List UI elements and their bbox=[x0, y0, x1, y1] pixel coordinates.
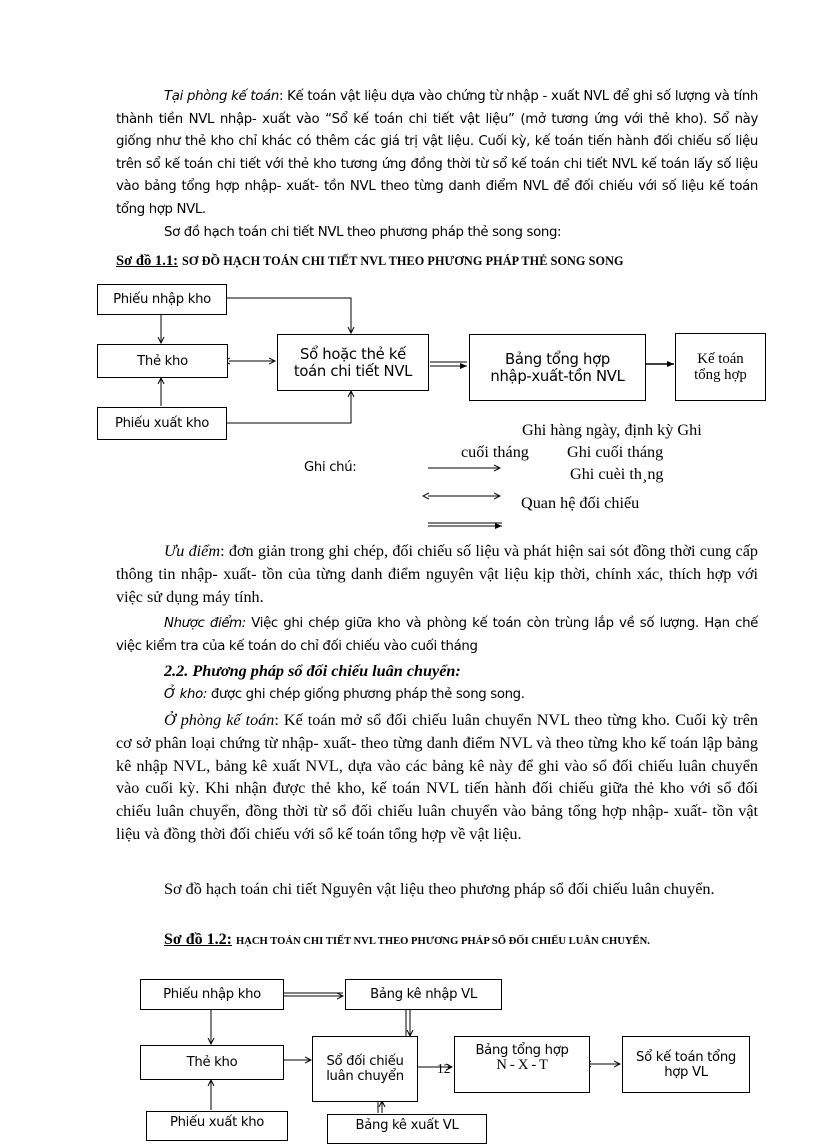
diagram2-intro-text: Sơ đồ hạch toán chi tiết Nguyên vật liệu theo phương pháp sổ đối chiếu luân chuyển. bbox=[164, 880, 715, 898]
paragraph-text: Việc ghi chép giữa kho và phòng kế toán còn trùng lắp về số lượng. Hạn chế việc kiểm tra của kế toán do chỉ đối chiếu vào cuối tháng bbox=[116, 616, 759, 654]
paragraph-text: được ghi chép giống phương pháp thẻ song song. bbox=[207, 687, 525, 702]
box2-phieu-xuat-kho: Phiếu xuất kho bbox=[146, 1111, 288, 1141]
legend-text-hang-ngay: Ghi hàng ngày, định kỳ Ghi bbox=[522, 421, 702, 439]
box2-bang-ke-nhap: Bảng kê nhập VL bbox=[345, 979, 502, 1010]
box-bang-tong-hop: Bảng tổng hợp nhập-xuất-tồn NVL bbox=[469, 334, 646, 401]
paragraph-lead: Ưu điểm bbox=[164, 542, 221, 560]
diagram-intro-text: Sơ đồ hạch toán chi tiết NVL theo phương pháp thẻ song song: bbox=[164, 225, 562, 240]
paragraph-lead: Tại phòng kế toán bbox=[164, 89, 279, 104]
page-number: 12 bbox=[437, 1061, 451, 1076]
section-heading-2-2: 2.2. Phương pháp sổ đối chiếu luân chuyển: bbox=[164, 662, 461, 680]
diagram1-caption-label: Sơ đồ 1.1: bbox=[116, 253, 179, 269]
paragraph-text: : Kế toán mở sổ đối chiếu luân chuyển NVL theo từng kho. Cuối kỳ trên cơ sở phân loại chứng từ nhập- xuất- theo từng danh điểm NVL và theo từng kho kế toán lập bảng kê nhập NVL, bảng kê xuất NVL, dựa vào các bảng kê này để ghi vào sổ đối chiếu luân chuyển vào cuối kỳ. Khi nhận được thẻ kho, kế toán NVL tiến hành đối chiếu giữa thẻ kho với sổ đối chiếu luân chuyển, đồng thời từ sổ đối chiếu luân chuyển vào bảng tổng hợp nhập- xuất- tồn vật liệu và đồng thời đối chiếu với sổ kế toán tổng hợp về vật liệu. bbox=[116, 711, 758, 843]
paragraph-lead: Ở phòng kế toán bbox=[164, 711, 275, 729]
paragraph-lead: Ở kho: bbox=[164, 687, 208, 702]
legend-text-cuoi-thang-c: Ghi cuèi th¸ng bbox=[570, 465, 664, 483]
box2-bang-tong-hop-sub: N - X - T bbox=[496, 1057, 548, 1073]
box-the-kho: Thẻ kho bbox=[97, 344, 228, 378]
box2-the-kho: Thẻ kho bbox=[140, 1045, 284, 1080]
box2-so-ke-toan-tong-hop: Sổ kế toán tổng hợp VL bbox=[622, 1036, 750, 1093]
paragraph-lead: Nhược điểm: bbox=[164, 616, 246, 631]
diagram2-caption-label: Sơ đồ 1.2: bbox=[164, 931, 232, 948]
diagram2-caption-title: HẠCH TOÁN CHI TIẾT NVL THEO PHƯƠNG PHÁP SỔ ĐỐI CHIẾU LUÂN CHUYỂN. bbox=[235, 936, 650, 947]
paragraph-text: : Kế toán vật liệu dựa vào chứng từ nhập - xuất NVL để ghi số lượng và tính thành tiền NVL nhập- xuất vào “Sổ kế toán chi tiết vật liệu” (mở tương ứng với thẻ kho). Sổ này giống như thẻ kho chỉ khác có thêm các giá trị vật liệu. Cuối kỳ, kế toán tiến hành đối chiếu số liệu trên sổ kế toán chi tiết với thẻ kho tương ứng đồng thời từ sổ kế toán chi tiết NVL kế toán lấy số liệu vào bảng tổng hợp nhập- xuất- tồn NVL theo từng danh điểm NVL để đối chiếu với số liệu kế toán tổng hợp NVL. bbox=[116, 89, 758, 217]
legend-title: Ghi chú: bbox=[304, 460, 357, 475]
legend-text-cuoi-thang-a: cuối tháng bbox=[461, 443, 529, 461]
box2-bang-tong-hop bbox=[454, 1036, 590, 1093]
box2-so-doi-chieu: Sổ đối chiếu luân chuyển bbox=[312, 1036, 418, 1102]
legend-text-doi-chieu: Quan hệ đối chiếu bbox=[521, 494, 640, 512]
box-so-chi-tiet-nvl: Sổ hoặc thẻ kế toán chi tiết NVL bbox=[277, 334, 429, 391]
legend-text-cuoi-thang-b: Ghi cuối tháng bbox=[567, 443, 664, 461]
box2-phieu-nhap-kho: Phiếu nhập kho bbox=[140, 979, 284, 1010]
box2-bang-ke-xuat: Bảng kê xuất VL bbox=[327, 1114, 487, 1144]
box2-bang-tong-hop-title: Bảng tổng hợp bbox=[475, 1043, 569, 1058]
box-phieu-xuat-kho: Phiếu xuất kho bbox=[97, 407, 227, 440]
box-ke-toan-tong-hop: Kế toán tổng hợp bbox=[675, 333, 766, 401]
diagram1-caption-title: SƠ ĐỒ HẠCH TOÁN CHI TIẾT NVL THEO PHƯƠNG PHÁP THẺ SONG SONG bbox=[182, 254, 624, 268]
box-phieu-nhap-kho: Phiếu nhập kho bbox=[97, 284, 227, 315]
paragraph-text: : đơn giản trong ghi chép, đối chiếu số liệu và phát hiện sai sót đồng thời cung cấp thông tin nhập- xuất- tồn của từng danh điểm nguyên vật liệu kịp thời, chính xác, thích hợp với việc sử dụng máy tính. bbox=[116, 542, 759, 606]
